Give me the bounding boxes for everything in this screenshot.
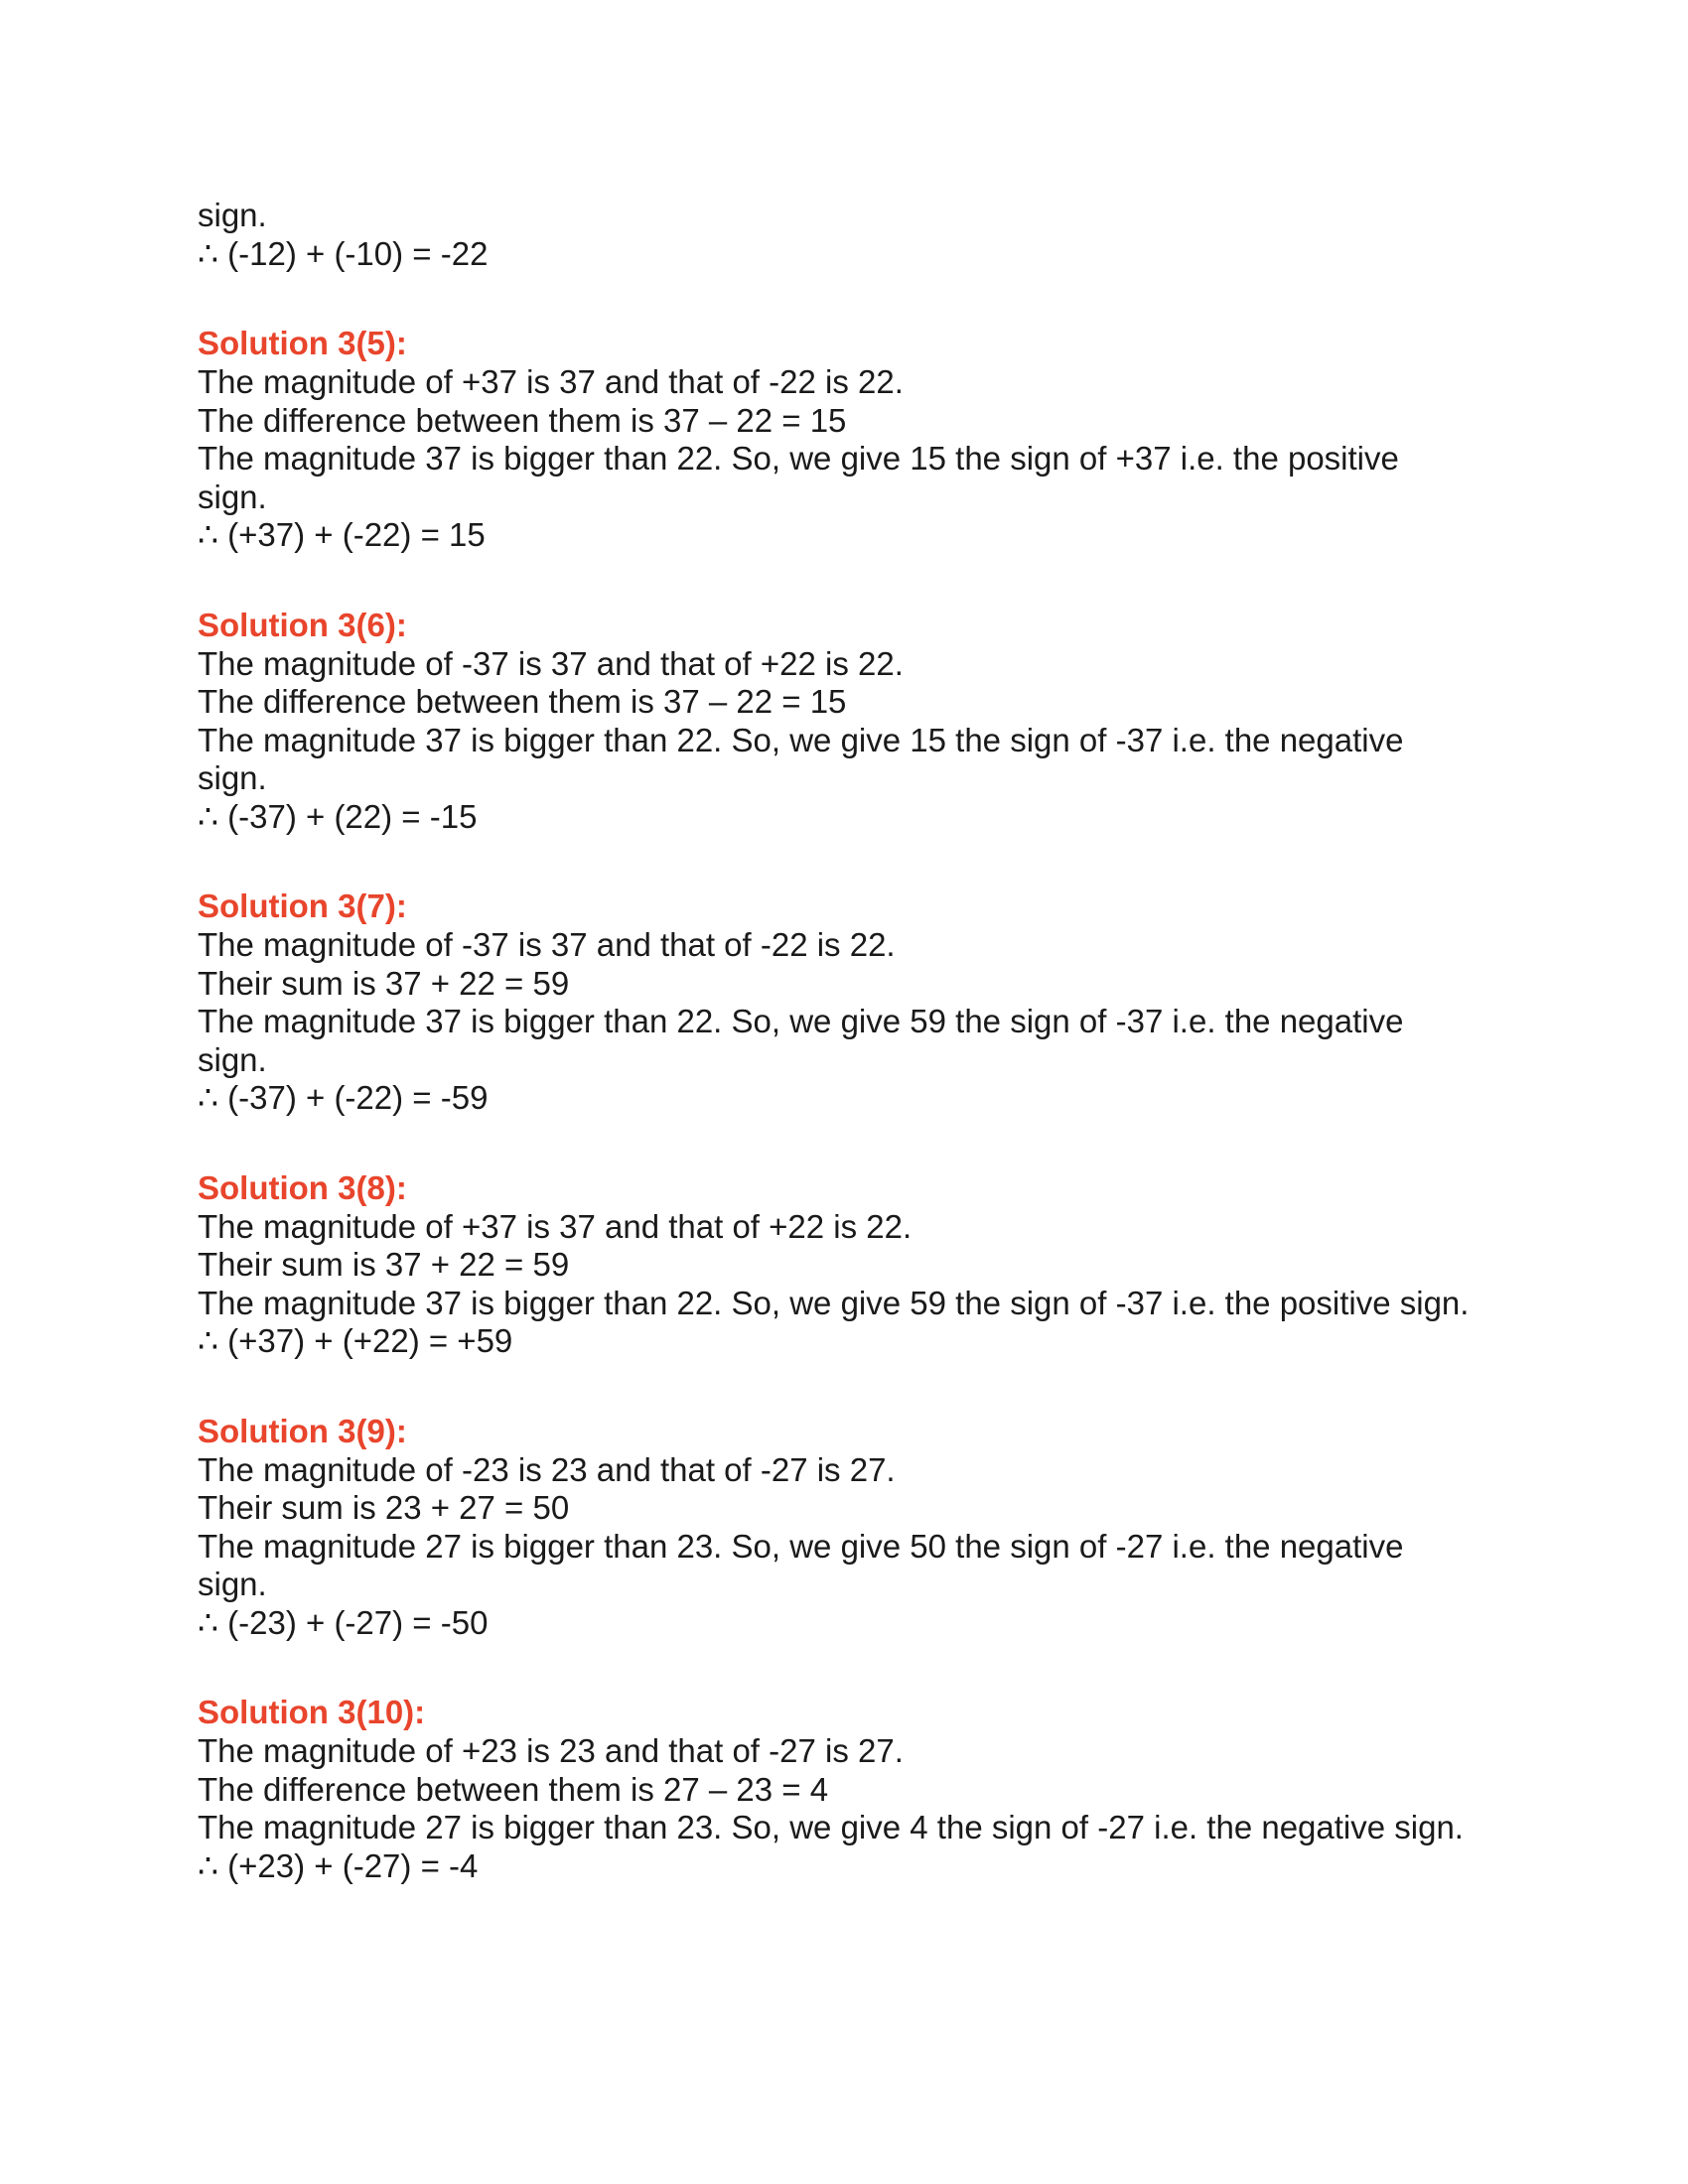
text-line: The magnitude 27 is bigger than 23. So, we give 4 the sign of -27 i.e. the negative sign. bbox=[198, 1809, 1464, 1845]
solution-3-7 bbox=[198, 887, 1518, 1118]
text-line: sign. bbox=[198, 1040, 267, 1078]
solution-heading: Solution 3(5): bbox=[198, 325, 407, 361]
solution-3-5 bbox=[198, 324, 1518, 555]
text-line: sign. bbox=[198, 1566, 267, 1602]
text-line: Their sum is 23 + 27 = 50 bbox=[198, 1489, 570, 1526]
conclusion-line: ∴ (-23) + (-27) = -50 bbox=[198, 1603, 489, 1641]
text-line: The magnitude of -37 is 37 and that of +22 is 22. bbox=[198, 644, 904, 682]
solution-heading: Solution 3(10): bbox=[198, 1694, 426, 1730]
text-line: sign. bbox=[198, 197, 267, 233]
solution-heading: Solution 3(6): bbox=[198, 606, 407, 643]
text-line: The magnitude 37 is bigger than 22. So, we give 15 the sign of -37 i.e. the negative bbox=[198, 721, 1404, 758]
text-line: The magnitude of +37 is 37 and that of +22 is 22. bbox=[198, 1207, 913, 1245]
conclusion-line: ∴ (+23) + (-27) = -4 bbox=[198, 1846, 479, 1884]
text-line: Their sum is 37 + 22 = 59 bbox=[198, 964, 570, 1002]
conclusion-line: ∴ (+37) + (-22) = 15 bbox=[198, 516, 486, 553]
text-line: The magnitude 37 is bigger than 22. So, we give 15 the sign of +37 i.e. the positive bbox=[198, 440, 1399, 477]
text-line: The magnitude of -37 is 37 and that of -22 is 22. bbox=[198, 926, 896, 963]
solution-3-6 bbox=[198, 606, 1518, 837]
conclusion-line: ∴ (+37) + (+22) = +59 bbox=[198, 1322, 513, 1359]
document-page bbox=[198, 197, 1518, 1885]
text-line: The difference between them is 37 – 22 = 15 bbox=[198, 401, 847, 439]
text-line: Their sum is 37 + 22 = 59 bbox=[198, 1246, 570, 1283]
text-line: The magnitude of +23 is 23 and that of -27 is 27. bbox=[198, 1732, 904, 1769]
text-line: The magnitude 27 is bigger than 23. So, we give 50 the sign of -27 i.e. the negative bbox=[198, 1527, 1404, 1565]
text-line: sign. bbox=[198, 478, 267, 515]
text-line: The magnitude of -23 is 23 and that of -27 is 27. bbox=[198, 1450, 896, 1488]
solution-heading: Solution 3(8): bbox=[198, 1168, 407, 1206]
conclusion-line: ∴ (-37) + (22) = -15 bbox=[198, 797, 478, 835]
text-line: The magnitude 37 is bigger than 22. So, we give 59 the sign of -37 i.e. the positive sign. bbox=[198, 1284, 1470, 1321]
solution-3-9 bbox=[198, 1412, 1518, 1643]
text-line: The magnitude of +37 is 37 and that of -22 is 22. bbox=[198, 363, 904, 400]
intro-section bbox=[198, 197, 1518, 273]
conclusion-line: ∴ (-37) + (-22) = -59 bbox=[198, 1079, 489, 1116]
solution-heading: Solution 3(9): bbox=[198, 1412, 407, 1449]
text-line: The difference between them is 27 – 23 = 4 bbox=[198, 1770, 829, 1808]
text-line: The difference between them is 37 – 22 = 15 bbox=[198, 683, 847, 720]
solution-3-10 bbox=[198, 1693, 1518, 1885]
solution-heading: Solution 3(7): bbox=[198, 887, 407, 924]
text-line: The magnitude 37 is bigger than 22. So, we give 59 the sign of -37 i.e. the negative bbox=[198, 1003, 1404, 1039]
text-line: sign. bbox=[198, 759, 267, 796]
solution-3-8 bbox=[198, 1168, 1518, 1361]
conclusion-line: ∴ (-12) + (-10) = -22 bbox=[198, 234, 489, 272]
